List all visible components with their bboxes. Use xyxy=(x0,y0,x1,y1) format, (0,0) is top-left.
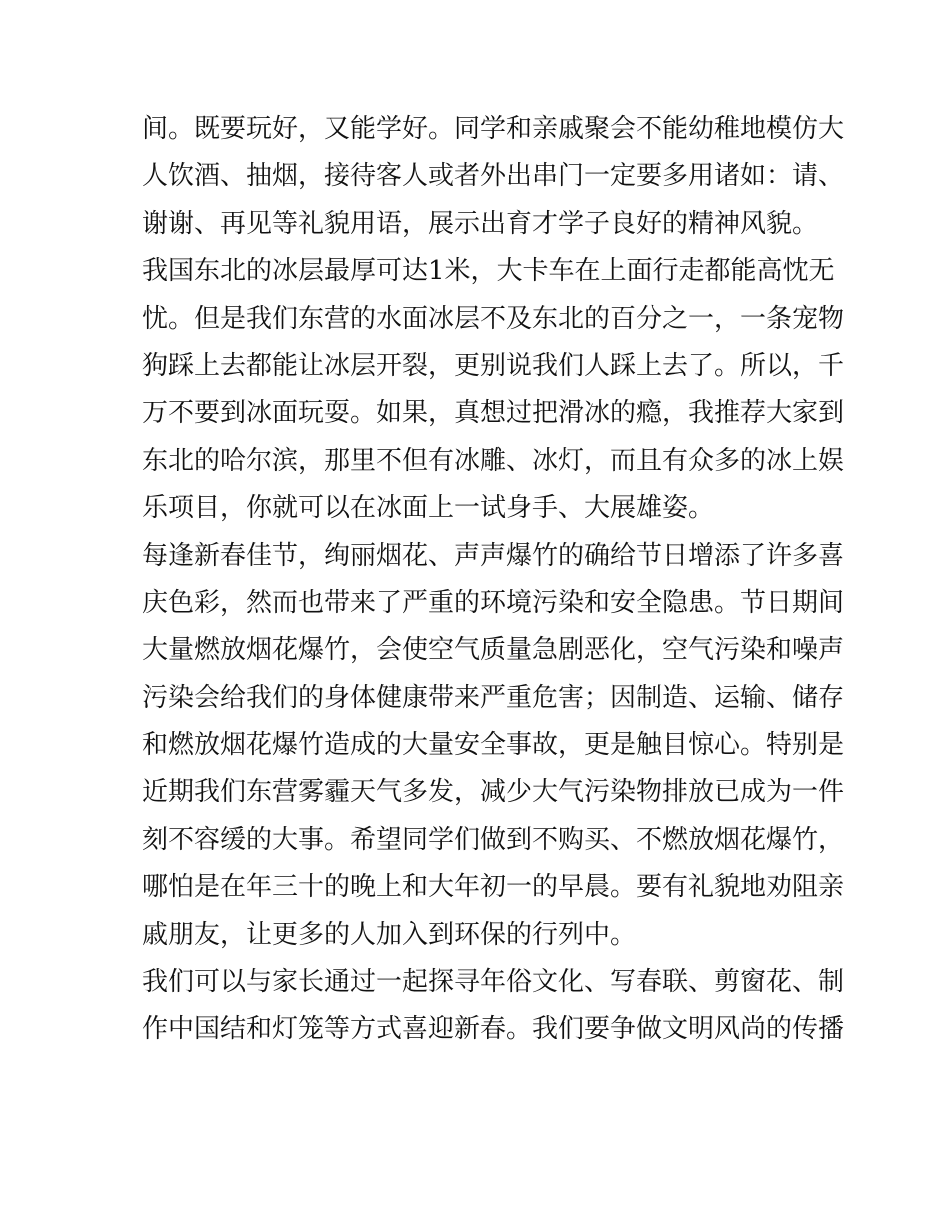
text-line: 哪怕是在年三十的晚上和大年初一的早晨。要有礼貌地劝阻亲 xyxy=(142,872,845,903)
text-line: 忧。但是我们东营的水面冰层不及东北的百分之一，一条宠物 xyxy=(142,303,845,334)
text-line: 污染会给我们的身体健康带来严重危害；因制造、运输、储存 xyxy=(142,682,845,713)
text-line: 刻不容缓的大事。希望同学们做到不购买、不燃放烟花爆竹， xyxy=(142,824,845,855)
text-line: 和燃放烟花爆竹造成的大量安全事故，更是触目惊心。特别是 xyxy=(142,730,845,761)
text-line: 每逢新春佳节，绚丽烟花、声声爆竹的确给节日增添了许多喜 xyxy=(142,540,845,571)
text-line: 作中国结和灯笼等方式喜迎新春。我们要争做文明风尚的传播 xyxy=(142,1014,845,1045)
text-line: 我国东北的冰层最厚可达1米，大卡车在上面行走都能高忱无 xyxy=(142,256,835,287)
text-line: 谢谢、再见等礼貌用语，展示出育才学子良好的精神风貌。 xyxy=(142,208,819,239)
text-line: 近期我们东营雾霾天气多发，减少大气污染物排放已成为一件 xyxy=(142,777,845,808)
text-line: 乐项目，你就可以在冰面上一试身手、大展雄姿。 xyxy=(142,493,715,524)
text-line: 戚朋友，让更多的人加入到环保的行列中。 xyxy=(142,919,637,950)
text-line: 庆色彩，然而也带来了严重的环境污染和安全隐患。节日期间 xyxy=(142,587,845,618)
text-line: 东北的哈尔滨，那里不但有冰雕、冰灯，而且有众多的冰上娱 xyxy=(142,445,845,476)
text-line: 万不要到冰面玩耍。如果，真想过把滑冰的瘾，我推荐大家到 xyxy=(142,398,845,429)
text-line: 狗踩上去都能让冰层开裂，更别说我们人踩上去了。所以，千 xyxy=(142,350,845,381)
text-line: 间。既要玩好，又能学好。同学和亲戚聚会不能幼稚地模仿大 xyxy=(142,114,845,144)
text-line: 我们可以与家长通过一起探寻年俗文化、写春联、剪窗花、制 xyxy=(142,967,845,998)
body-text xyxy=(142,106,845,1054)
text-line: 大量燃放烟花爆竹，会使空气质量急剧恶化，空气污染和噪声 xyxy=(142,635,845,666)
text-line: 人饮酒、抽烟，接待客人或者外出串门一定要多用诸如：请、 xyxy=(142,161,845,192)
